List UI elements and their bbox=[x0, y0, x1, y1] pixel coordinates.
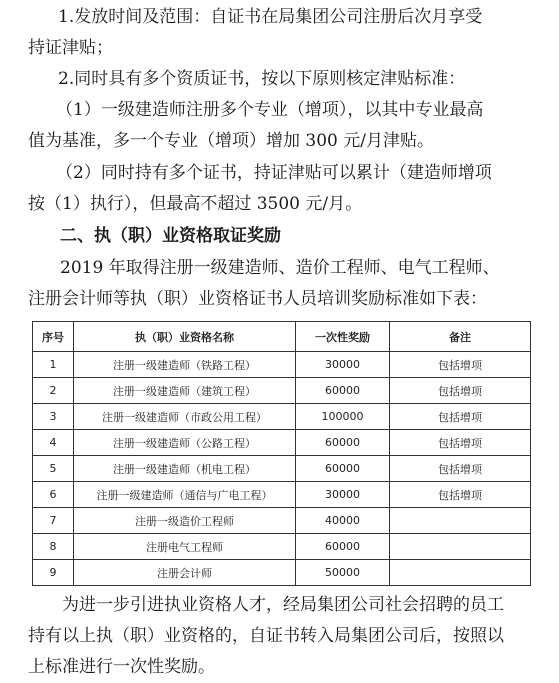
table-header-row bbox=[33, 322, 531, 352]
cell-remark: 包括增项 bbox=[390, 430, 531, 456]
cell-qualification: 注册一级建造师（市政公用工程） bbox=[74, 404, 296, 430]
header-one-time-award: 一次性奖励 bbox=[296, 322, 390, 352]
cell-remark: 包括增项 bbox=[390, 456, 531, 482]
cell-qualification: 注册一级建造师（通信与广电工程） bbox=[74, 482, 296, 508]
cell-award: 30000 bbox=[296, 352, 390, 378]
cell-award: 60000 bbox=[296, 456, 390, 482]
paragraph-rule2-line1: （2）同时持有多个证书，持证津贴可以累计（建造师增项 bbox=[56, 163, 492, 183]
cell-qualification: 注册一级建造师（公路工程） bbox=[74, 430, 296, 456]
cell-index: 8 bbox=[33, 534, 74, 560]
cell-index: 9 bbox=[33, 560, 74, 586]
table-row bbox=[33, 456, 531, 482]
paragraph-rule2-line2: 按（1）执行），但最高不超过 3500 元/月。 bbox=[28, 194, 363, 214]
cell-index: 4 bbox=[33, 430, 74, 456]
paragraph-rule1-line2: 值为基准，多一个专业（增项）增加 300 元/月津贴。 bbox=[28, 131, 434, 151]
table-row bbox=[33, 482, 531, 508]
paragraph-rule1-line1: （1）一级建造师注册多个专业（增项），以其中专业最高 bbox=[56, 100, 484, 120]
table-row bbox=[33, 534, 531, 560]
cell-qualification: 注册会计师 bbox=[74, 560, 296, 586]
paragraph-recruitment-line2: 持有以上执（职）业资格的，自证书转入局集团公司后，按照以 bbox=[28, 626, 504, 646]
paragraph-multiple-certificates: 2.同时具有多个资质证书，按以下原则核定津贴标准： bbox=[58, 69, 466, 89]
table-row bbox=[33, 352, 531, 378]
cell-qualification: 注册一级建造师（铁路工程） bbox=[74, 352, 296, 378]
award-table bbox=[32, 321, 531, 586]
cell-remark bbox=[390, 560, 531, 586]
header-index: 序号 bbox=[33, 322, 74, 352]
cell-qualification: 注册电气工程师 bbox=[74, 534, 296, 560]
paragraph-award-intro-line2: 注册会计师等执（职）业资格证书人员培训奖励标准如下表： bbox=[28, 289, 487, 309]
cell-award: 60000 bbox=[296, 378, 390, 404]
paragraph-issue-time-line2: 持证津贴； bbox=[28, 38, 113, 58]
table-row bbox=[33, 378, 531, 404]
cell-qualification: 注册一级建造师（建筑工程） bbox=[74, 378, 296, 404]
paragraph-issue-time-line1: 1.发放时间及范围：自证书在局集团公司注册后次月享受 bbox=[58, 7, 483, 27]
header-qualification-name: 执（职）业资格名称 bbox=[74, 322, 296, 352]
cell-index: 6 bbox=[33, 482, 74, 508]
cell-remark: 包括增项 bbox=[390, 482, 531, 508]
table-row bbox=[33, 430, 531, 456]
cell-remark bbox=[390, 534, 531, 560]
cell-index: 1 bbox=[33, 352, 74, 378]
cell-index: 3 bbox=[33, 404, 74, 430]
cell-award: 40000 bbox=[296, 508, 390, 534]
cell-remark: 包括增项 bbox=[390, 404, 531, 430]
cell-remark: 包括增项 bbox=[390, 378, 531, 404]
paragraph-recruitment-line1: 为进一步引进执业资格人才，经局集团公司社会招聘的员工 bbox=[62, 595, 504, 615]
section-heading: 二、执（职）业资格取证奖励 bbox=[60, 226, 281, 246]
cell-remark bbox=[390, 508, 531, 534]
cell-index: 5 bbox=[33, 456, 74, 482]
table-row bbox=[33, 404, 531, 430]
table-row bbox=[33, 560, 531, 586]
header-remarks: 备注 bbox=[390, 322, 531, 352]
cell-qualification: 注册一级建造师（机电工程） bbox=[74, 456, 296, 482]
cell-award: 30000 bbox=[296, 482, 390, 508]
paragraph-award-intro-line1: 2019 年取得注册一级建造师、造价工程师、电气工程师、 bbox=[60, 258, 500, 278]
cell-qualification: 注册一级造价工程师 bbox=[74, 508, 296, 534]
cell-award: 60000 bbox=[296, 534, 390, 560]
paragraph-recruitment-line3: 上标准进行一次性奖励。 bbox=[28, 657, 215, 677]
cell-index: 7 bbox=[33, 508, 74, 534]
cell-index: 2 bbox=[33, 378, 74, 404]
cell-award: 60000 bbox=[296, 430, 390, 456]
cell-award: 50000 bbox=[296, 560, 390, 586]
cell-award: 100000 bbox=[296, 404, 390, 430]
table-row bbox=[33, 508, 531, 534]
cell-remark: 包括增项 bbox=[390, 352, 531, 378]
